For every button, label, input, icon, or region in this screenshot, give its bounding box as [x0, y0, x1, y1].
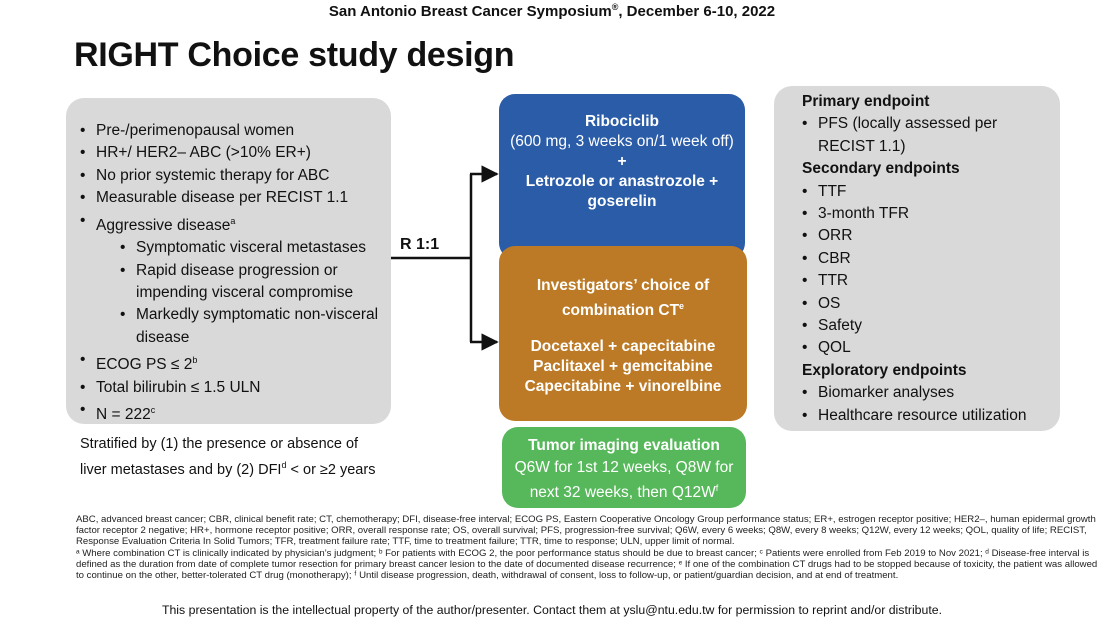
- abbreviations-footnote: ABC, advanced breast cancer; CBR, clinical benefit rate; CT, chemotherapy; DFI, disease-free interval; ECOG PS, Eastern Cooperative Oncology Group performance status; ER+, estrogen receptor positive; HER2–, human epidermal growth factor receptor 2 negative; HR+, hormone receptor positive; ORR, overall response rate; OS, overall survival; PFS, progression-free survival; Q6W, every 6 weeks; Q8W, every 8 weeks; Q12W, every 12 weeks; QOL, quality of life; RECIST, Response Evaluation Criteria In Solid Tumors; TFR, treatment failure rate; TTF, time to treatment failure; TTR, time to response; ULN, upper limit of normal.: [76, 514, 1096, 548]
- endpoint-item: • Safety: [802, 315, 1057, 337]
- eligibility-item: • Measurable disease per RECIST 1.1: [80, 187, 385, 209]
- endpoint-item: • OS: [802, 293, 1057, 315]
- imaging-title: Tumor imaging evaluation: [528, 437, 720, 454]
- arm-b-combo: Paclitaxel + gemcitabine: [533, 358, 713, 376]
- eligibility-item-n: • $N = 222^c$: [80, 399, 385, 427]
- arm-a-dosing: (600 mg, 3 weeks on/1 week off): [510, 133, 734, 150]
- superscript-footnotes: ᵃ Where combination CT is clinically indicated by physician’s judgment; ᵇ For patients with ECOG 2, the poor performance status should be due to breast cancer; ᶜ Patients were enrolled from Feb 2019 to Nov 2021; ᵈ Disease-free interval is defined as the duration from date of complete tumor resection for primary breast cancer lesion to the date of documented disease recurrence; ᵉ If one of the combination CT drugs had to be stopped because of toxicity, the patient was allowed to continue on the other, better-tolerated CT drug (monotherapy); ᶠ Until disease progression, death, withdrawal of consent, loss to follow-up, or patient/guardian decision, and at end of treatment.: [76, 547, 1098, 582]
- exploratory-endpoint-list: [802, 382, 1057, 427]
- eligibility-subitem: • Symptomatic visceral metastases: [80, 237, 385, 259]
- endpoint-item: • QOL: [802, 337, 1057, 359]
- conference-header: San Antonio Breast Cancer Symposium®, December 6-10, 2022: [328, 2, 776, 20]
- arm-b-combo: Capecitabine + vinorelbine: [524, 378, 722, 396]
- endpoint-item: • 3-month TFR: [802, 203, 1057, 225]
- endpoints-panel: [774, 86, 1060, 431]
- slide-title: RIGHT Choice study design: [74, 36, 515, 74]
- stratification-note: Stratified by (1) the presence or absence of liver metastases and by (2) $DFI^d$ < or ≥2 years: [80, 436, 376, 478]
- arm-b-box: [499, 246, 747, 421]
- eligibility-subitem: • Markedly symptomatic non-visceral disease: [80, 304, 385, 349]
- endpoint-item: • PFS (locally assessed per RECIST 1.1): [802, 113, 1057, 158]
- endpoint-item: • ORR: [802, 225, 1057, 247]
- primary-endpoint-list: [802, 113, 1057, 158]
- secondary-endpoints-heading: Secondary endpoints: [802, 160, 960, 178]
- eligibility-item: • HR+/ HER2– ABC (>10% ER+): [80, 142, 385, 164]
- endpoint-item: • Biomarker analyses: [802, 382, 1057, 404]
- ip-notice: This presentation is the intellectual property of the author/presenter. Contact them at yslu@ntu.edu.tw for permission to reprint and/or distribute.: [161, 603, 943, 617]
- endpoint-item: • TTF: [802, 181, 1057, 203]
- arm-a-drug: Ribociclib: [584, 113, 660, 130]
- primary-endpoint-heading: Primary endpoint: [802, 93, 930, 110]
- eligibility-item: • No prior systemic therapy for ABC: [80, 165, 385, 187]
- eligibility-item-aggressive: • Aggressive disease$^a$: [80, 210, 385, 238]
- arm-a-plus: +: [617, 153, 627, 170]
- randomization-label: R 1:1: [400, 236, 440, 253]
- arm-b-combo: Docetaxel + capecitabine: [530, 338, 716, 356]
- arm-a-box: [499, 94, 745, 259]
- footnotes: [76, 514, 1098, 581]
- eligibility-item-ecog: • ECOG PS ≤ $2^b$: [80, 349, 385, 377]
- endpoint-item: • CBR: [802, 248, 1057, 270]
- eligibility-item: • Pre-/perimenopausal women: [80, 120, 385, 142]
- eligibility-subitem: • Rapid disease progression or impending visceral compromise: [80, 260, 385, 305]
- eligibility-item: • Total bilirubin ≤ 1.5 ULN: [80, 377, 385, 399]
- imaging-schedule: Q6W for 1st 12 weeks, Q8W for next 32 weeks, then $Q12W^f$: [514, 459, 734, 502]
- arm-a-partners: Letrozole or anastrozole + goserelin: [525, 173, 719, 210]
- endpoint-item: • Healthcare resource utilization: [802, 405, 1057, 427]
- secondary-endpoint-list: [802, 181, 1057, 360]
- arm-b-title: Investigators’ choice of combination $CT^e$: [536, 277, 710, 320]
- endpoint-item: • TTR: [802, 270, 1057, 292]
- exploratory-endpoints-heading: Exploratory endpoints: [802, 361, 967, 379]
- imaging-box: [502, 427, 746, 508]
